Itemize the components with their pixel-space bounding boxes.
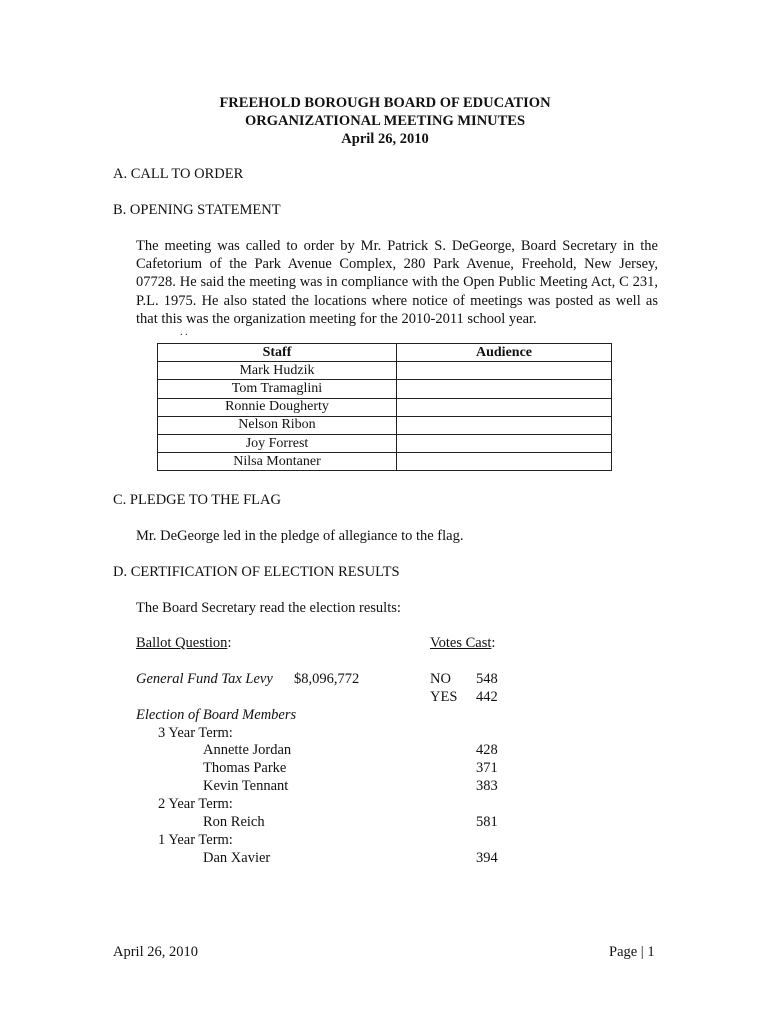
pledge-text: Mr. DeGeorge led in the pledge of allegiance to the flag. [136,528,464,544]
staff-cell: Joy Forrest [158,434,397,452]
candidate-name: Thomas Parke [203,760,287,776]
table-row [158,453,612,471]
audience-cell [397,362,612,380]
table-row [158,380,612,398]
dots-mark: . . [180,327,188,338]
tax-levy-label: General Fund Tax Levy [136,671,273,687]
candidate-votes: 371 [476,760,498,776]
section-heading-election-results: D. CERTIFICATION OF ELECTION RESULTS [113,564,400,580]
footer-page-number: Page | 1 [609,944,655,960]
no-label: NO [430,671,451,687]
audience-cell [397,434,612,452]
document-date: April 26, 2010 [341,131,429,147]
votes-cast-label: Votes Cast [430,635,492,651]
audience-cell [397,416,612,434]
ballot-question-label: Ballot Question [136,635,228,651]
opening-statement-paragraph: The meeting was called to order by Mr. Patrick S. DeGeorge, Board Secretary in the Cafetorium of the Park Avenue Complex, 280 Park Avenue, Freehold, New Jersey, 07728. He said the meeting was in compliance with the Open Public Meeting Act, C 231, P.L. 1975. He also stated the locations where notice of meetings was posted as well as that this was the organization meeting for the 2010-2011 school year. [136,238,658,327]
candidate-name: Annette Jordan [203,742,292,758]
candidate-votes: 383 [476,778,498,794]
staff-cell: Nelson Ribon [158,416,397,434]
table-row [158,362,612,380]
document-subtitle: ORGANIZATIONAL MEETING MINUTES [244,113,526,129]
section-heading-opening-statement: B. OPENING STATEMENT [113,202,281,218]
term-1-year-label: 1 Year Term: [158,832,233,848]
audience-cell [397,398,612,416]
term-3-year-label: 3 Year Term: [158,725,233,741]
table-row [158,416,612,434]
table-header-staff: Staff [158,344,397,362]
candidate-name: Dan Xavier [203,850,271,866]
table-header-audience: Audience [397,344,612,362]
candidate-name: Ron Reich [203,814,265,830]
section-heading-pledge: C. PLEDGE TO THE FLAG [113,492,281,508]
footer-date: April 26, 2010 [113,944,198,960]
candidate-votes: 394 [476,850,498,866]
tax-levy-amount: $8,096,772 [294,671,360,687]
staff-cell: Ronnie Dougherty [158,398,397,416]
votes-cast-colon: : [491,635,496,651]
table-row [158,434,612,452]
table-row [158,398,612,416]
ballot-question-heading [136,635,231,652]
audience-cell [397,380,612,398]
document-title: FREEHOLD BOROUGH BOARD OF EDUCATION [219,95,551,111]
audience-cell [397,453,612,471]
votes-cast-heading [430,635,495,652]
yes-label: YES [430,689,458,705]
candidate-votes: 581 [476,814,498,830]
table-header-row [158,344,612,362]
ballot-question-colon: : [227,635,232,651]
election-intro-text: The Board Secretary read the election results: [136,600,401,616]
term-2-year-label: 2 Year Term: [158,796,233,812]
staff-cell: Tom Tramaglini [158,380,397,398]
no-votes: 548 [476,671,498,687]
section-heading-call-to-order: A. CALL TO ORDER [113,166,244,182]
staff-cell: Mark Hudzik [158,362,397,380]
attendance-table [157,343,612,471]
staff-cell: Nilsa Montaner [158,453,397,471]
candidate-votes: 428 [476,742,498,758]
candidate-name: Kevin Tennant [203,778,289,794]
board-members-heading: Election of Board Members [136,707,297,723]
yes-votes: 442 [476,689,498,705]
